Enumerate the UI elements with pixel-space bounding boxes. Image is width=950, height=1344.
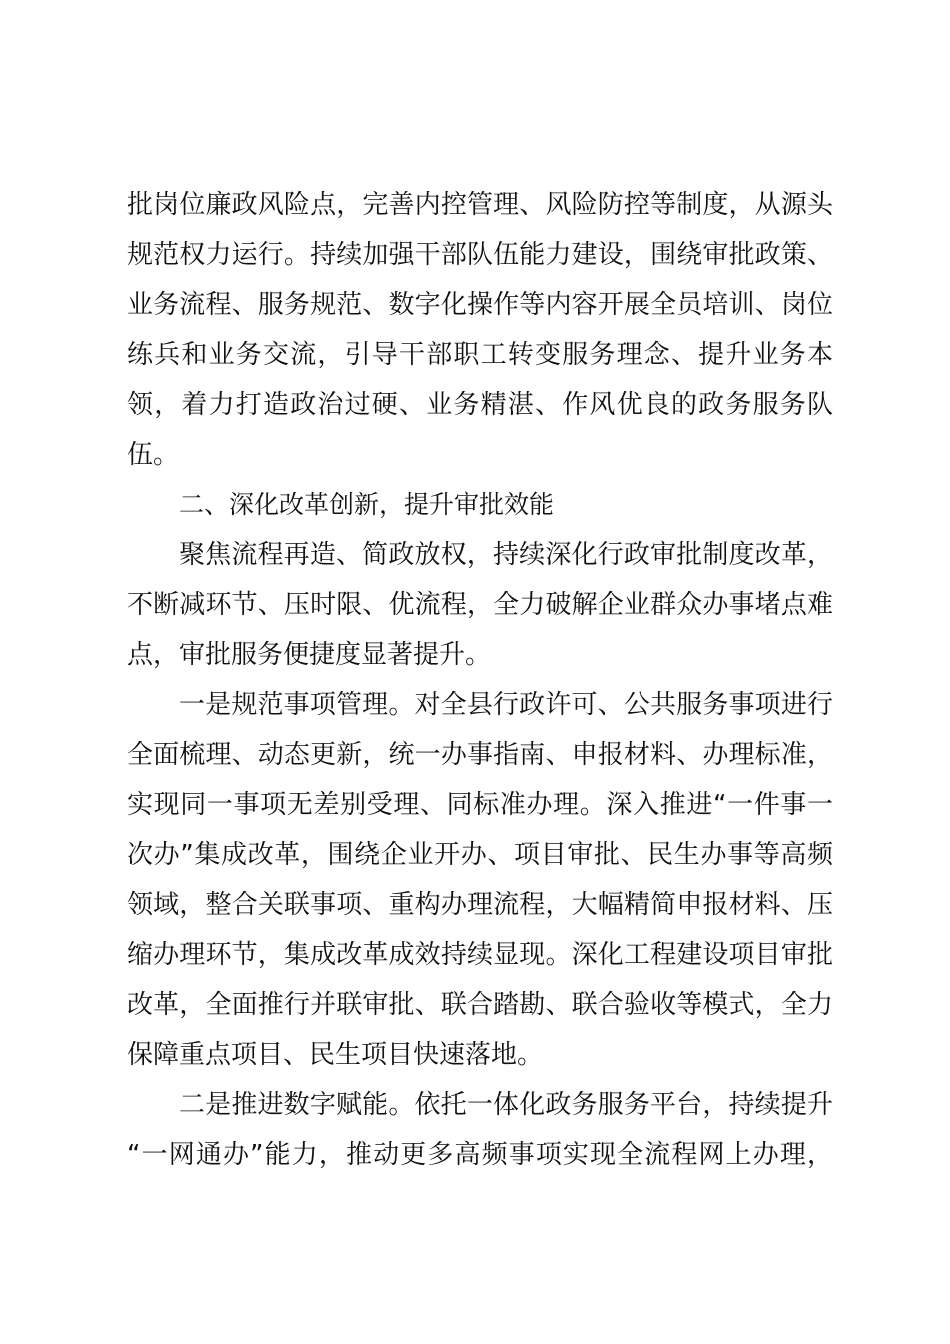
section-heading: 二、深化改革创新，提升审批效能 xyxy=(179,490,555,519)
paragraph-first-line: 一是规范事项管理。对全县行政许可、公共服务事项进行 xyxy=(179,690,833,720)
paragraph-first-line: 聚焦流程再造、简政放权，持续深化行政审批制度改革， xyxy=(179,540,833,570)
body-line: 缩办理环节，集成改革成效持续显现。深化工程建设项目审批 xyxy=(127,940,833,970)
body-line: 练兵和业务交流，引导干部职工转变服务理念、提升业务本 xyxy=(127,340,833,370)
body-line: 点，审批服务便捷度显著提升。 xyxy=(127,640,492,670)
body-line: 不断减环节、压时限、优流程，全力破解企业群众办事堵点难 xyxy=(127,590,833,620)
body-line: 全面梳理、动态更新，统一办事指南、申报材料、办理标准， xyxy=(127,740,833,770)
body-line: 改革，全面推行并联审批、联合踏勘、联合验收等模式，全力 xyxy=(127,990,833,1020)
body-line: 伍。 xyxy=(127,440,180,470)
body-line: 保障重点项目、民生项目快速落地。 xyxy=(127,1040,544,1070)
body-line: “一网通办”能力，推动更多高频事项实现全流程网上办理， xyxy=(127,1140,833,1170)
body-line: 批岗位廉政风险点，完善内控管理、风险防控等制度，从源头 xyxy=(127,190,833,220)
paragraph-first-line: 二是推进数字赋能。依托一体化政务服务平台，持续提升 xyxy=(179,1090,833,1120)
body-line: 领域，整合关联事项、重构办理流程，大幅精简申报材料、压 xyxy=(127,890,833,920)
document-body xyxy=(127,180,833,1180)
body-line: 业务流程、服务规范、数字化操作等内容开展全员培训、岗位 xyxy=(127,290,833,320)
body-line: 领，着力打造政治过硬、业务精湛、作风优良的政务服务队 xyxy=(127,390,833,420)
body-line: 次办”集成改革，围绕企业开办、项目审批、民生办事等高频 xyxy=(127,840,833,870)
body-line: 实现同一事项无差别受理、同标准办理。深入推进“一件事一 xyxy=(127,790,833,820)
body-line: 规范权力运行。持续加强干部队伍能力建设，围绕审批政策、 xyxy=(127,240,833,270)
